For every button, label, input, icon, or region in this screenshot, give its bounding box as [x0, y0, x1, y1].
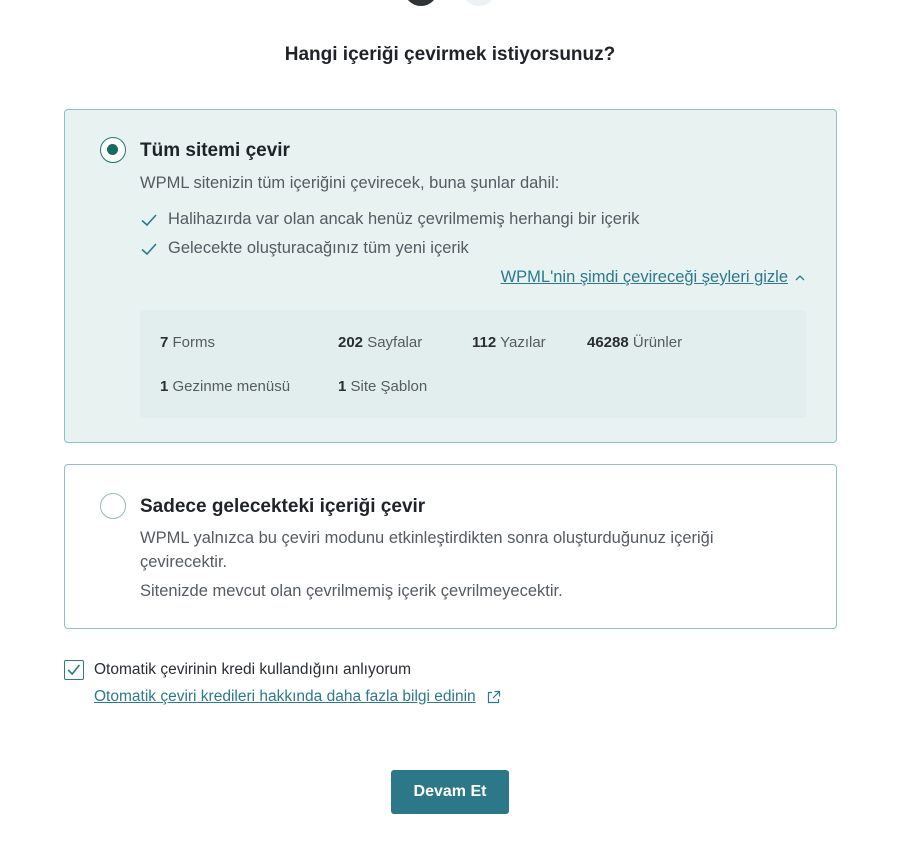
learn-more-label: Otomatik çeviri kredileri hakkında daha fazla bilgi edinin — [94, 688, 476, 705]
option-title-future-only: Sadece gelecekteki içeriği çevir — [140, 496, 426, 517]
option-card-future-only[interactable] — [64, 464, 837, 629]
option-card-translate-all[interactable] — [64, 109, 837, 443]
stat-products: 46288 Ürünler — [587, 334, 683, 351]
radio-translate-all[interactable] — [100, 137, 126, 163]
content-stats-panel — [140, 310, 806, 418]
consent-label: Otomatik çevirinin kredi kullandığını anlıyorum — [94, 661, 412, 678]
checkmark-icon — [65, 661, 83, 679]
radio-future-only[interactable] — [100, 493, 126, 519]
checkmark-icon — [140, 211, 158, 229]
hide-details-link[interactable] — [501, 268, 806, 287]
learn-more-credits-link[interactable] — [94, 688, 501, 706]
step-indicator-next — [462, 0, 496, 6]
option-description-future-only: WPML yalnızca bu çeviri modunu etkinleştirdikten sonra oluşturduğunuz içeriği çevirecektir. — [140, 529, 714, 571]
external-link-icon — [486, 690, 501, 705]
included-item-label: Gelecekte oluşturacağınız tüm yeni içerik — [168, 239, 469, 257]
stat-pages: 202 Sayfalar — [338, 334, 423, 351]
consent-checkbox[interactable] — [64, 660, 84, 680]
included-item — [140, 239, 469, 258]
included-item-label: Halihazırda var olan ancak henüz çevrilmemiş herhangi bir içerik — [168, 210, 640, 228]
chevron-up-icon — [794, 272, 806, 284]
stat-nav-menus: 1 Gezinme menüsü — [160, 378, 291, 395]
page-title: Hangi içeriği çevirmek istiyorsunuz? — [284, 44, 616, 65]
option-description-translate-all: WPML sitenizin tüm içeriğini çevirecek, buna şunlar dahil: — [140, 174, 560, 192]
continue-button[interactable]: Devam Et — [391, 770, 509, 814]
step-indicator-current — [404, 0, 438, 6]
stat-forms: 7 Forms — [160, 334, 216, 351]
stat-site-templates: 1 Site Şablon — [338, 378, 428, 395]
option-title-translate-all: Tüm sitemi çevir — [140, 140, 290, 161]
hide-details-label: WPML'nin şimdi çevireceği şeyleri gizle — [500, 268, 788, 286]
option-note-future-only: Sitenizde mevcut olan çevrilmemiş içerik çevrilmeyecektir. — [140, 582, 563, 600]
checkmark-icon — [140, 240, 158, 258]
stat-posts: 112 Yazılar — [472, 334, 546, 351]
included-item — [140, 210, 639, 229]
